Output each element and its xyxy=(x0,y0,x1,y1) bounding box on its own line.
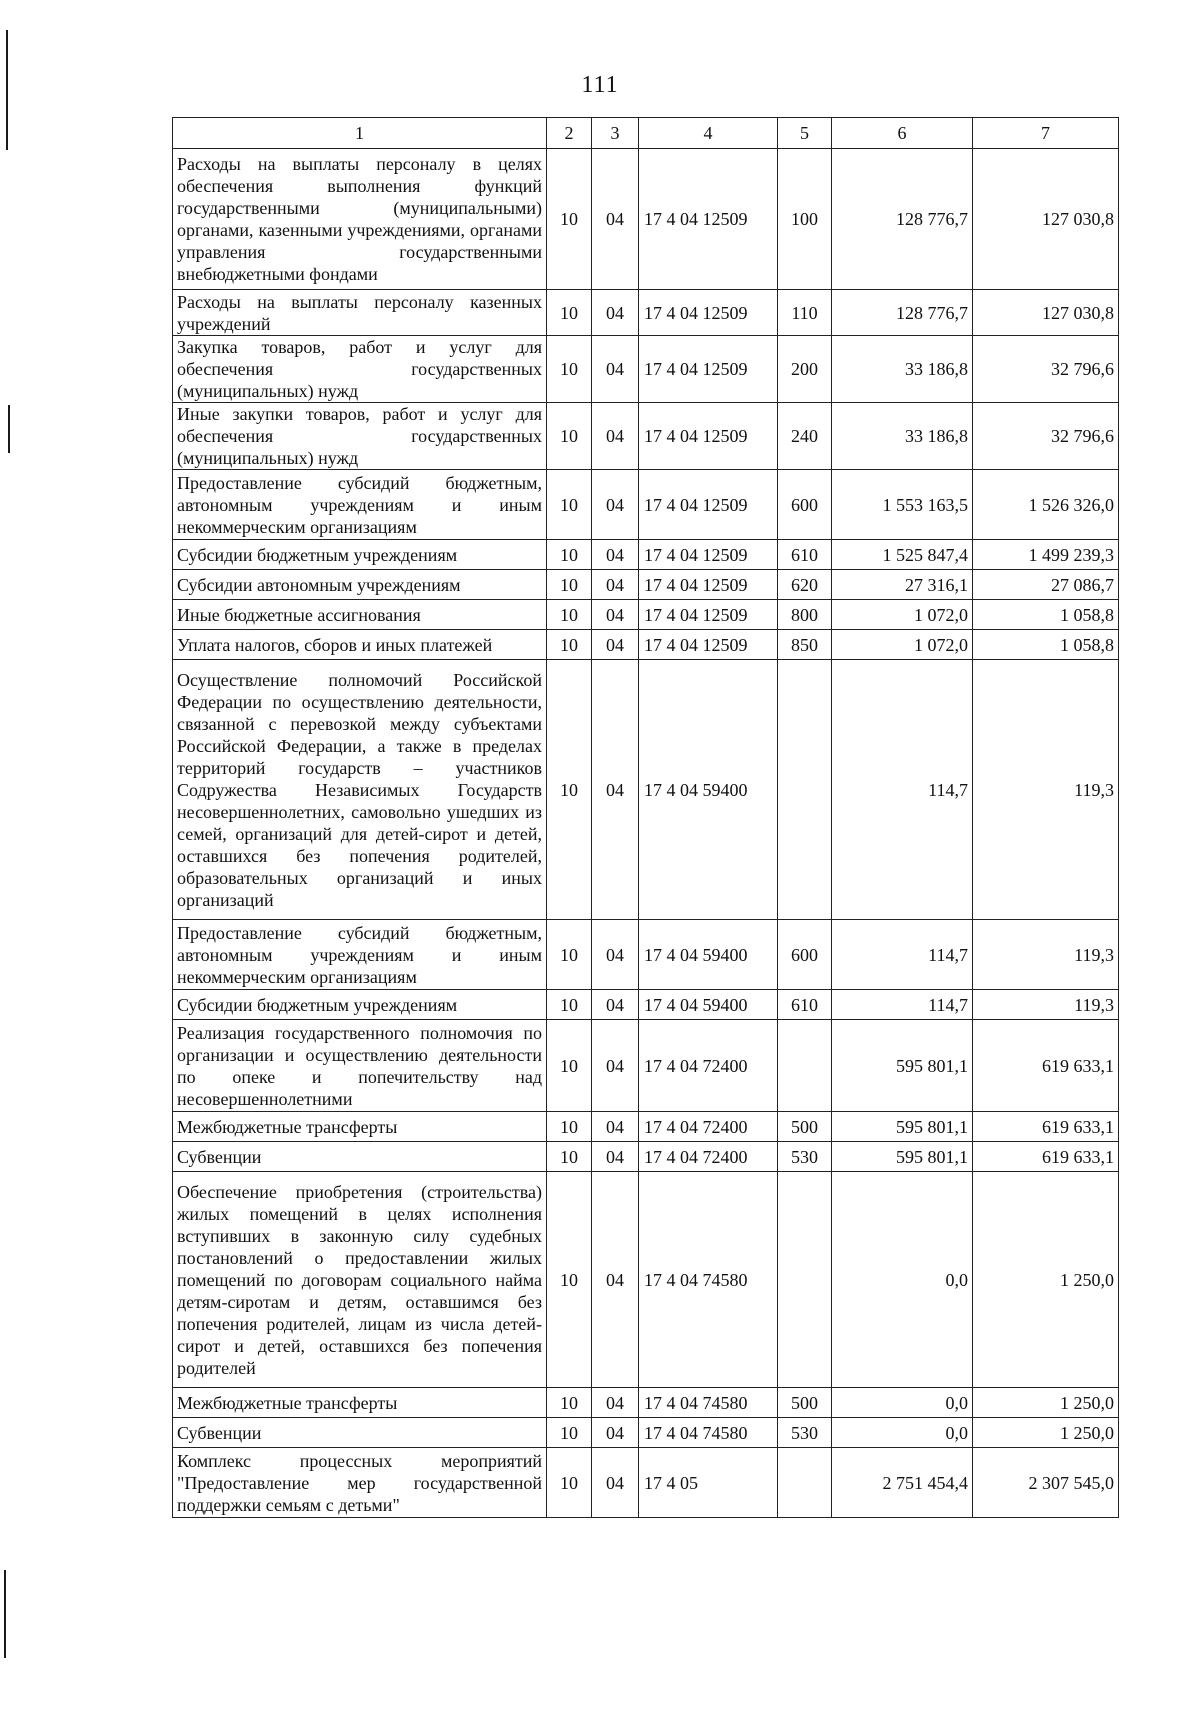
row-description: Иные бюджетные ассигнования xyxy=(173,600,547,630)
table-row xyxy=(173,403,1119,470)
amount-year-1: 33 186,8 xyxy=(832,403,973,470)
target-article-code: 17 4 04 59400 xyxy=(639,920,778,990)
subsection-code: 04 xyxy=(592,600,639,630)
amount-year-2: 32 796,6 xyxy=(973,336,1119,403)
header-cell: 3 xyxy=(592,118,639,149)
section-code: 10 xyxy=(547,540,592,570)
amount-year-1: 595 801,1 xyxy=(832,1020,973,1112)
subsection-code: 04 xyxy=(592,540,639,570)
target-article-code: 17 4 04 12509 xyxy=(639,290,778,336)
expense-type-code: 110 xyxy=(778,290,832,336)
amount-year-2: 1 250,0 xyxy=(973,1172,1119,1388)
expense-type-code: 850 xyxy=(778,630,832,660)
section-code: 10 xyxy=(547,630,592,660)
subsection-code: 04 xyxy=(592,660,639,920)
expense-type-code xyxy=(778,1020,832,1112)
target-article-code: 17 4 04 72400 xyxy=(639,1112,778,1142)
amount-year-2: 619 633,1 xyxy=(973,1142,1119,1172)
amount-year-2: 127 030,8 xyxy=(973,149,1119,290)
table-row xyxy=(173,1172,1119,1388)
expense-type-code xyxy=(778,660,832,920)
row-description: Закупка товаров, работ и услуг для обеспечения государственных (муниципальных) нужд xyxy=(173,336,547,403)
amount-year-1: 0,0 xyxy=(832,1418,973,1448)
amount-year-2: 1 526 326,0 xyxy=(973,470,1119,540)
target-article-code: 17 4 04 72400 xyxy=(639,1020,778,1112)
amount-year-1: 128 776,7 xyxy=(832,149,973,290)
expense-type-code: 530 xyxy=(778,1418,832,1448)
amount-year-1: 1 525 847,4 xyxy=(832,540,973,570)
amount-year-1: 1 553 163,5 xyxy=(832,470,973,540)
subsection-code: 04 xyxy=(592,290,639,336)
target-article-code: 17 4 04 12509 xyxy=(639,403,778,470)
section-code: 10 xyxy=(547,1448,592,1518)
amount-year-2: 119,3 xyxy=(973,920,1119,990)
amount-year-1: 1 072,0 xyxy=(832,600,973,630)
table-row xyxy=(173,920,1119,990)
subsection-code: 04 xyxy=(592,920,639,990)
target-article-code: 17 4 04 12509 xyxy=(639,570,778,600)
target-article-code: 17 4 04 59400 xyxy=(639,990,778,1020)
expense-type-code: 240 xyxy=(778,403,832,470)
row-description: Межбюджетные трансферты xyxy=(173,1388,547,1418)
row-description: Комплекс процессных мероприятий "Предоставление мер государственной поддержки семьям с детьми" xyxy=(173,1448,547,1518)
row-description: Осуществление полномочий Российской Федерации по осуществлению деятельности, связанной с перевозкой между субъектами Российской Федерации, а также в пределах территорий государств – участников Содружества Независимых Государств несовершеннолетних, самовольно ушедших из семей, организаций для детей-сирот и детей, оставшихся без попечения родителей, образовательных организаций и иных организаций xyxy=(173,660,547,920)
amount-year-2: 1 250,0 xyxy=(973,1388,1119,1418)
header-cell: 2 xyxy=(547,118,592,149)
table-row xyxy=(173,990,1119,1020)
subsection-code: 04 xyxy=(592,336,639,403)
section-code: 10 xyxy=(547,1020,592,1112)
row-description: Уплата налогов, сборов и иных платежей xyxy=(173,630,547,660)
target-article-code: 17 4 04 59400 xyxy=(639,660,778,920)
amount-year-2: 119,3 xyxy=(973,660,1119,920)
table-row xyxy=(173,1418,1119,1448)
amount-year-1: 114,7 xyxy=(832,660,973,920)
section-code: 10 xyxy=(547,1142,592,1172)
subsection-code: 04 xyxy=(592,470,639,540)
table-row xyxy=(173,149,1119,290)
subsection-code: 04 xyxy=(592,403,639,470)
amount-year-2: 619 633,1 xyxy=(973,1020,1119,1112)
expense-type-code: 600 xyxy=(778,470,832,540)
amount-year-2: 1 499 239,3 xyxy=(973,540,1119,570)
section-code: 10 xyxy=(547,1418,592,1448)
row-description: Межбюджетные трансферты xyxy=(173,1112,547,1142)
row-description: Субсидии бюджетным учреждениям xyxy=(173,540,547,570)
expense-type-code: 600 xyxy=(778,920,832,990)
section-code: 10 xyxy=(547,990,592,1020)
target-article-code: 17 4 04 12509 xyxy=(639,600,778,630)
subsection-code: 04 xyxy=(592,1388,639,1418)
row-description: Расходы на выплаты персоналу в целях обеспечения выполнения функций государственными (муниципальными) органами, казенными учреждениями, органами управления государственными внебюджетными фондами xyxy=(173,149,547,290)
section-code: 10 xyxy=(547,1112,592,1142)
row-description: Субсидии автономным учреждениям xyxy=(173,570,547,600)
table-row xyxy=(173,336,1119,403)
table-row xyxy=(173,570,1119,600)
section-code: 10 xyxy=(547,600,592,630)
table-row xyxy=(173,660,1119,920)
amount-year-2: 32 796,6 xyxy=(973,403,1119,470)
subsection-code: 04 xyxy=(592,570,639,600)
section-code: 10 xyxy=(547,290,592,336)
amount-year-2: 1 058,8 xyxy=(973,600,1119,630)
expense-type-code xyxy=(778,1448,832,1518)
section-code: 10 xyxy=(547,149,592,290)
target-article-code: 17 4 04 12509 xyxy=(639,149,778,290)
amount-year-1: 2 751 454,4 xyxy=(832,1448,973,1518)
section-code: 10 xyxy=(547,403,592,470)
target-article-code: 17 4 04 74580 xyxy=(639,1172,778,1388)
amount-year-2: 119,3 xyxy=(973,990,1119,1020)
amount-year-1: 595 801,1 xyxy=(832,1142,973,1172)
target-article-code: 17 4 05 xyxy=(639,1448,778,1518)
expense-type-code: 500 xyxy=(778,1112,832,1142)
subsection-code: 04 xyxy=(592,1448,639,1518)
amount-year-2: 2 307 545,0 xyxy=(973,1448,1119,1518)
amount-year-2: 127 030,8 xyxy=(973,290,1119,336)
section-code: 10 xyxy=(547,1388,592,1418)
subsection-code: 04 xyxy=(592,1172,639,1388)
target-article-code: 17 4 04 72400 xyxy=(639,1142,778,1172)
amount-year-1: 33 186,8 xyxy=(832,336,973,403)
row-description: Предоставление субсидий бюджетным, автономным учреждениям и иным некоммерческим организациям xyxy=(173,470,547,540)
amount-year-2: 1 250,0 xyxy=(973,1418,1119,1448)
table-row xyxy=(173,290,1119,336)
amount-year-2: 1 058,8 xyxy=(973,630,1119,660)
row-description: Субсидии бюджетным учреждениям xyxy=(173,990,547,1020)
table-row xyxy=(173,600,1119,630)
header-cell: 5 xyxy=(778,118,832,149)
table-row xyxy=(173,1112,1119,1142)
expense-type-code xyxy=(778,1172,832,1388)
section-code: 10 xyxy=(547,660,592,920)
section-code: 10 xyxy=(547,336,592,403)
amount-year-2: 619 633,1 xyxy=(973,1112,1119,1142)
amount-year-1: 0,0 xyxy=(832,1388,973,1418)
target-article-code: 17 4 04 12509 xyxy=(639,630,778,660)
subsection-code: 04 xyxy=(592,1142,639,1172)
amount-year-1: 128 776,7 xyxy=(832,290,973,336)
expense-type-code: 100 xyxy=(778,149,832,290)
table-row xyxy=(173,1020,1119,1112)
table-row xyxy=(173,1142,1119,1172)
row-description: Иные закупки товаров, работ и услуг для обеспечения государственных (муниципальных) нужд xyxy=(173,403,547,470)
table-row xyxy=(173,1388,1119,1418)
target-article-code: 17 4 04 12509 xyxy=(639,540,778,570)
subsection-code: 04 xyxy=(592,1418,639,1448)
amount-year-1: 1 072,0 xyxy=(832,630,973,660)
table-row xyxy=(173,1448,1119,1518)
header-cell: 4 xyxy=(639,118,778,149)
expense-type-code: 530 xyxy=(778,1142,832,1172)
section-code: 10 xyxy=(547,1172,592,1388)
expense-type-code: 500 xyxy=(778,1388,832,1418)
amount-year-1: 114,7 xyxy=(832,990,973,1020)
row-description: Реализация государственного полномочия по организации и осуществлению деятельности по опеке и попечительству над несовершеннолетними xyxy=(173,1020,547,1112)
amount-year-1: 595 801,1 xyxy=(832,1112,973,1142)
subsection-code: 04 xyxy=(592,990,639,1020)
amount-year-1: 27 316,1 xyxy=(832,570,973,600)
subsection-code: 04 xyxy=(592,149,639,290)
target-article-code: 17 4 04 12509 xyxy=(639,336,778,403)
table-row xyxy=(173,470,1119,540)
expense-type-code: 800 xyxy=(778,600,832,630)
budget-table xyxy=(172,117,1119,1518)
header-cell: 6 xyxy=(832,118,973,149)
amount-year-2: 27 086,7 xyxy=(973,570,1119,600)
row-description: Расходы на выплаты персоналу казенных учреждений xyxy=(173,290,547,336)
subsection-code: 04 xyxy=(592,630,639,660)
target-article-code: 17 4 04 74580 xyxy=(639,1388,778,1418)
subsection-code: 04 xyxy=(592,1020,639,1112)
section-code: 10 xyxy=(547,920,592,990)
expense-type-code: 200 xyxy=(778,336,832,403)
subsection-code: 04 xyxy=(592,1112,639,1142)
table-row xyxy=(173,630,1119,660)
expense-type-code: 620 xyxy=(778,570,832,600)
expense-type-code: 610 xyxy=(778,990,832,1020)
row-description: Обеспечение приобретения (строительства) жилых помещений в целях исполнения вступивших в законную силу судебных постановлений о предоставлении жилых помещений по договорам социального найма детям-сиротам и детям, оставшимся без попечения родителей, лицам из числа детей-сирот и детей, оставшихся без попечения родителей xyxy=(173,1172,547,1388)
expense-type-code: 610 xyxy=(778,540,832,570)
row-description: Субвенции xyxy=(173,1142,547,1172)
header-cell: 1 xyxy=(173,118,547,149)
header-cell: 7 xyxy=(973,118,1119,149)
amount-year-1: 114,7 xyxy=(832,920,973,990)
amount-year-1: 0,0 xyxy=(832,1172,973,1388)
row-description: Предоставление субсидий бюджетным, автономным учреждениям и иным некоммерческим организациям xyxy=(173,920,547,990)
row-description: Субвенции xyxy=(173,1418,547,1448)
section-code: 10 xyxy=(547,470,592,540)
section-code: 10 xyxy=(547,570,592,600)
target-article-code: 17 4 04 12509 xyxy=(639,470,778,540)
target-article-code: 17 4 04 74580 xyxy=(639,1418,778,1448)
scan-edge-mark xyxy=(4,1570,6,1658)
table-header-row xyxy=(173,118,1119,149)
table-row xyxy=(173,540,1119,570)
scan-edge-mark xyxy=(8,405,10,453)
page-number: 111 xyxy=(581,72,619,98)
